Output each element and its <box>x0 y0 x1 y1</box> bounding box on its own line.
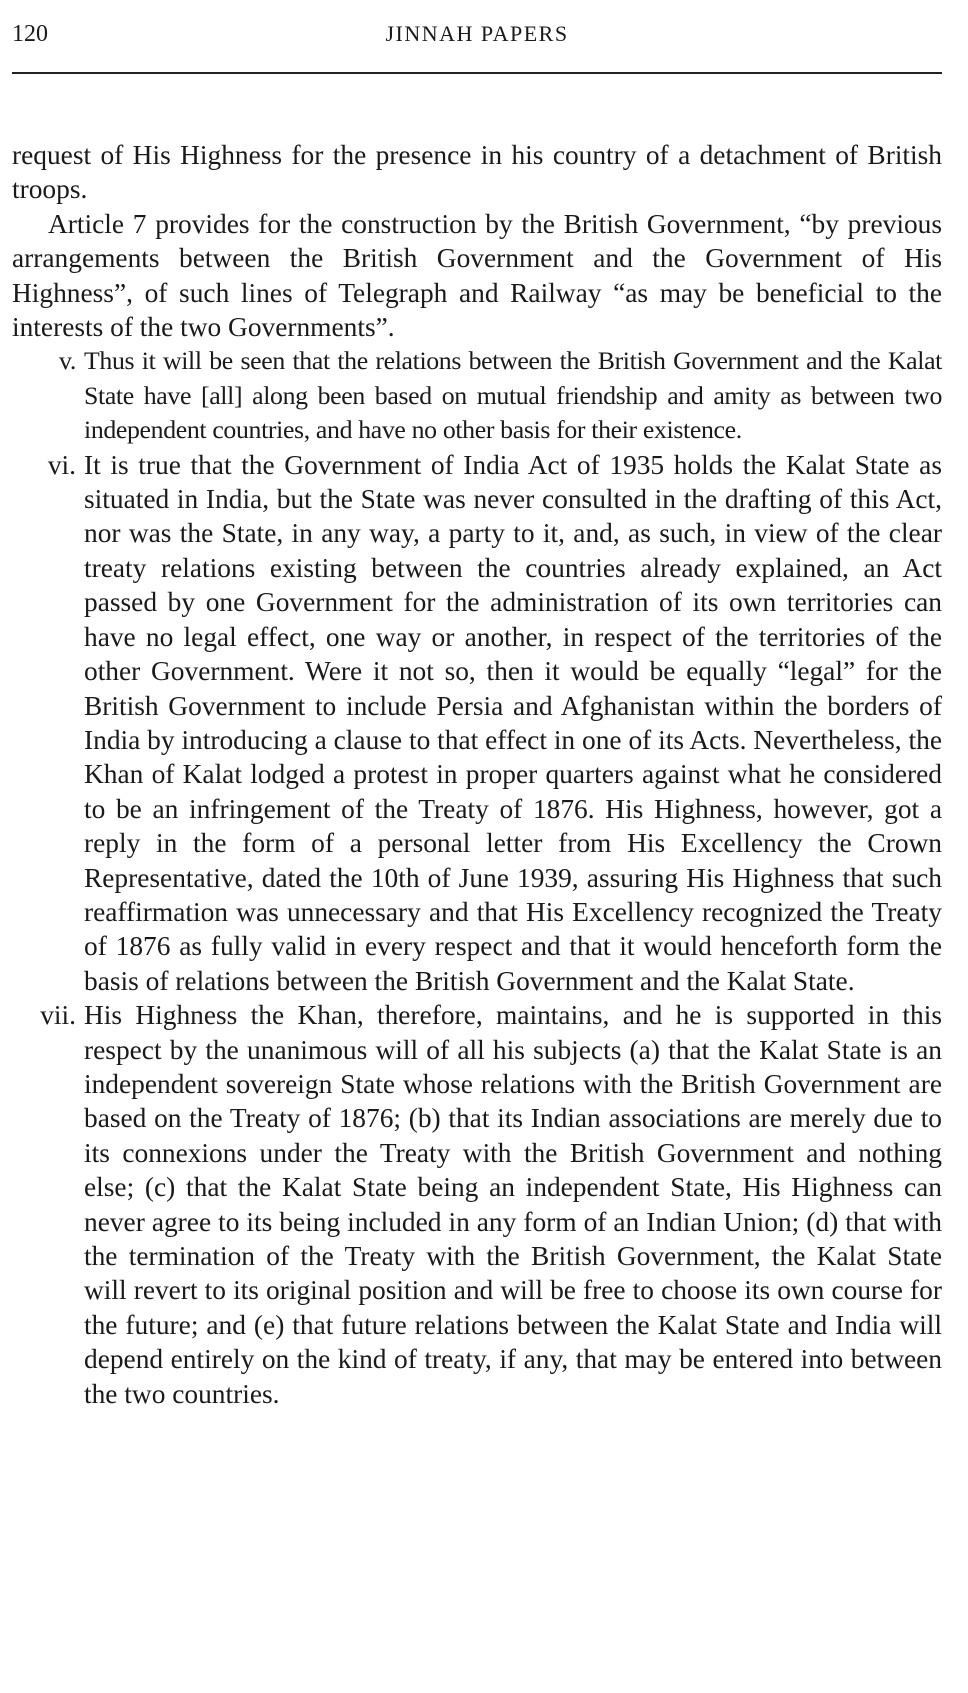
list-marker: vii. <box>40 1000 76 1031</box>
list-item-vii <box>12 998 942 1411</box>
header-rule <box>12 72 942 74</box>
list-marker: vi. <box>47 449 76 480</box>
list-item-text: It is true that the Government of India Act of 1935 holds the Kalat State as situated in India, but the State was never consulted in the drafting of this Act, nor was the State, in any way, a party to it, and, as such, in view of the clear treaty relations existing between the countries already explained, an Act passed by one Government for the administration of its own territories can have no legal effect, one way or another, in respect of the territories of the other Government. Were it not so, then it would be equally “legal” for the British Government to include Persia and Afghanistan within the borders of India by introducing a clause to that effect in one of its Acts. Nevertheless, the Khan of Kalat lodged a protest in proper quarters against what he considered to be an infringement of the Treaty of 1876. His Highness, however, got a reply in the form of a personal letter from His Excellency the Crown Representative, dated the 10th of June 1939, assuring His Highness that such reaffirmation was unnecessary and that His Excellency recognized the Treaty of 1876 as fully valid in every respect and that it would henceforth form the basis of relations between the British Government and the Kalat State. <box>84 449 942 996</box>
running-header <box>12 18 942 50</box>
list-item-text: Thus it will be seen that the relations between the British Government and the Kalat State have [all] along been based on mutual friendship and amity as between two independent countries, and have no other basis for their existence. <box>84 346 942 445</box>
list-item-v <box>12 344 942 447</box>
paragraph-article-7: Article 7 provides for the construction by the British Government, “by previous arrangements between the British Government and the Government of His Highness”, of such lines of Telegraph and Railway “as may be beneficial to the interests of the two Governments”. <box>12 208 942 343</box>
list-item-vi <box>12 448 942 999</box>
page-number: 120 <box>12 21 48 47</box>
running-title: JINNAH PAPERS <box>385 21 569 46</box>
body-text <box>12 138 942 1411</box>
list-marker: v. <box>59 346 76 376</box>
list-item-text: His Highness the Khan, therefore, maintains, and he is supported in this respect by the unanimous will of all his subjects (a) that the Kalat State is an independent sovereign State whose relations with the British Government are based on the Treaty of 1876; (b) that its Indian associations are merely due to its connexions under the Treaty with the British Government and nothing else; (c) that the Kalat State being an independent State, His Highness can never agree to its being included in any form of an Indian Union; (d) that with the termination of the Treaty with the British Government, the Kalat State will revert to its original position and will be free to choose its own course for the future; and (e) that future relations between the Kalat State and India will depend entirely on the kind of treaty, if any, that may be entered into between the two countries. <box>84 1000 942 1409</box>
paragraph-continued: request of His Highness for the presence in his country of a detachment of British troops. <box>12 140 942 205</box>
